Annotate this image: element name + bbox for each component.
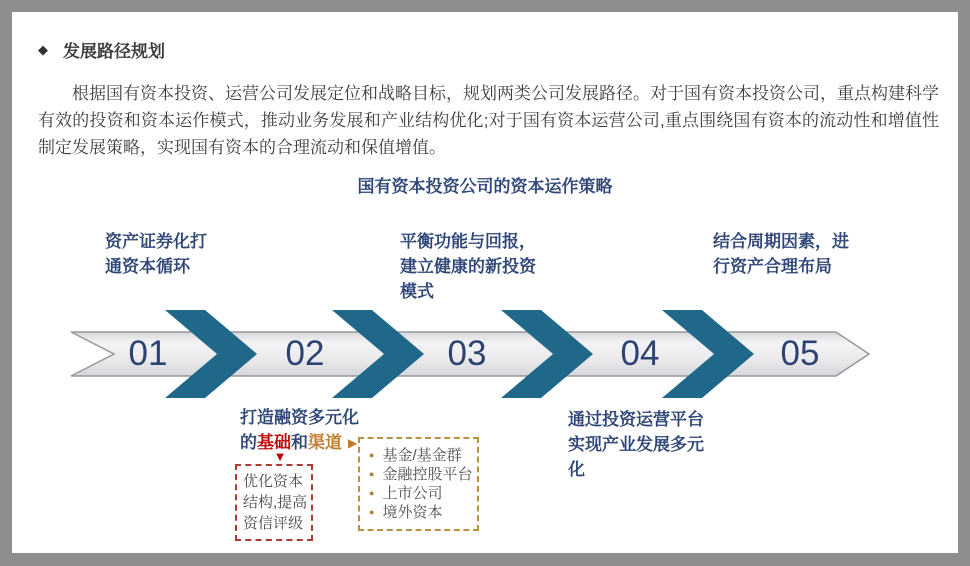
list-item [369,465,473,484]
bullet-icon: ● [369,469,375,479]
chevron-separator-icon [662,310,754,398]
callout-segment: 的 [240,433,257,452]
callout-line: 资产证券化打 [105,232,207,251]
list-item-label: 基金/基金群 [382,447,462,464]
section-heading [38,37,165,62]
credit-box-line: 优化资本 [243,473,304,490]
credit-rating-box [235,464,313,541]
chevron-separator-icon [332,310,424,398]
callout-segment-foundation: 基础 [257,433,291,452]
arrow-down-icon: ▼ [273,449,287,464]
step-number-2: 02 [285,334,325,373]
step-number-3: 03 [447,334,487,373]
callout-line: 模式 [400,282,434,301]
bullet-icon: ● [369,488,375,498]
callout-step5-top [713,229,849,279]
list-item-label: 金融控股平台 [382,466,473,483]
credit-box-line: 结构,提高 [243,494,308,511]
callout-line: 通资本循环 [105,257,190,276]
bullet-icon: ● [369,450,375,460]
diagram-title: 国有资本投资公司的资本运作策略 [357,177,613,196]
callout-step3-top [400,229,536,304]
chevron-separator-icon [501,310,593,398]
callout-line-colored [240,430,359,456]
list-item [369,503,473,522]
callout-step2-bottom [240,405,359,456]
callout-line: 实现产业发展多元 [568,435,704,454]
callout-line: 打造融资多元化 [240,408,359,427]
callout-line: 通过投资运营平台 [568,410,704,429]
callout-line: 平衡功能与回报， [400,232,536,251]
step-number-1: 01 [128,334,168,373]
callout-segment-channel: 渠道 [308,433,342,452]
step-number-4: 04 [620,334,660,373]
callout-line: 化 [568,460,585,479]
callout-segment: 和 [291,433,308,452]
list-item [369,446,473,465]
arrow-right-icon: ▶ [348,436,358,450]
list-item-label: 境外资本 [382,504,443,521]
bullet-icon: ● [369,507,375,517]
step-number-5: 05 [780,334,820,373]
slide-canvas [12,12,958,553]
callout-line: 建立健康的新投资 [400,257,536,276]
list-item [369,484,473,503]
callout-line: 结合周期因素，进 [713,232,849,251]
diamond-bullet-icon: ◆ [38,41,48,57]
body-paragraph: 根据国有资本投资、运营公司发展定位和战略目标，规划两类公司发展路径。对于国有资本投资公司，重点构建科学有效的投资和资本运作模式，推动业务发展和产业结构优化;对于国有资本运营公司,重点围绕国有资本的流动性和增值性制定发展策略，实现国有资本的合理流动和保值增值。 [38,84,939,157]
callout-step1-top [105,229,207,279]
list-item-label: 上市公司 [382,485,443,502]
callout-line: 行资产合理布局 [713,257,832,276]
credit-box-line: 资信评级 [243,515,304,532]
callout-step4-bottom [568,407,704,482]
section-title: 发展路径规划 [63,42,165,61]
funding-channels-box [358,437,479,531]
